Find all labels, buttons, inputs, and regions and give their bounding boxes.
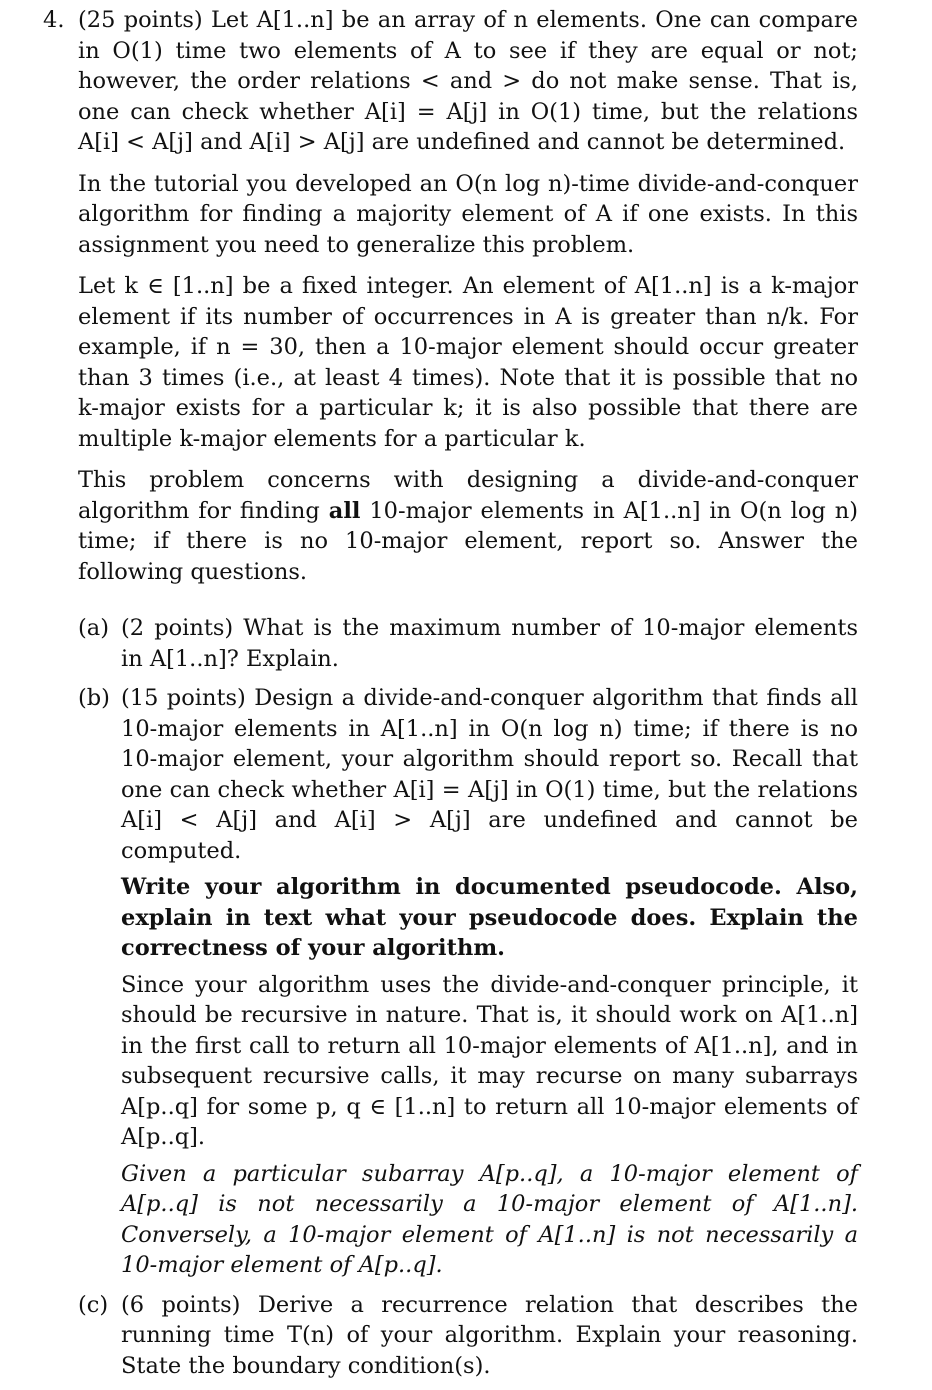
tutorial-paragraph: In the tutorial you developed an O(n log n)-time divide-and-conquer algorithm for finding a majority element of A if one exists. In this assignment you need to generalize this problem. (78, 170, 858, 258)
problem-text-pre: This problem concerns with designing a divide-and-conquer algorithm for finding (78, 467, 858, 524)
definition-paragraph: Let k ∈ [1..n] be a fixed integer. An element of A[1..n] is a k-major element if its number of occurrences in A is greater than n/k. For example, if n = 30, then a 10-major element should occur greater than 3 times (i.e., at least 4 times). Note that it is possible that no k-major exists for a particular k; it is also possible that there are multiple k-major elements for a particular k. (78, 273, 858, 452)
part-b-recursion-note: Since your algorithm uses the divide-and-conquer principle, it should be recursive in nature. That is, it should work on A[1..n] in the first call to return all 10-major elements of A[1..n], and in subsequent recursive calls, it may recurse on many subarrays A[p..q] for some p, q ∈ [1..n] to return all 10-major elements of A[p..q]. (121, 971, 858, 1150)
part-a (78, 613, 858, 674)
problem-statement (78, 465, 858, 587)
part-b (78, 683, 858, 1281)
problem-text-bold: all (328, 497, 361, 524)
question-body (78, 5, 858, 1390)
part-c-label: (c) (78, 1291, 109, 1318)
part-b-instructions: Write your algorithm in documented pseudocode. Also, explain in text what your pseudocode does. Explain the correctness of your algorithm. (121, 874, 858, 961)
part-c (78, 1290, 858, 1382)
part-b-text: (15 points) Design a divide-and-conquer algorithm that finds all 10-major elements in A[1..n] in O(n log n) time; if there is no 10-major element, your algorithm should report so. Recall that one can check whether A[i] = A[j] in O(1) time, but the relations A[i] < A[j] and A[i] > A[j] are undefined and cannot be computed. (121, 685, 858, 864)
question-number: 4. (43, 7, 65, 33)
part-a-label: (a) (78, 615, 109, 641)
part-b-label: (b) (78, 685, 110, 711)
question-intro: (25 points) Let A[1..n] be an array of n elements. One can compare in O(1) time two elements of A to see if they are equal or not; however, the order relations < and > do not make sense. That is, one can check whether A[i] = A[j] in O(1) time, but the relations A[i] < A[j] and A[i] > A[j] are undefined and cannot be determined. (78, 7, 858, 155)
part-a-text: (2 points) What is the maximum number of 10-major elements in A[1..n]? Explain. (121, 615, 858, 672)
part-b-caveat: Given a particular subarray A[p..q], a 10-major element of A[p..q] is not necessarily a 10-major element of A[1..n]. Conversely, a 10-major element of A[1..n] is not necessarily a 10-major element of A[p..q]. (121, 1160, 858, 1278)
problem-text-post: 10-major elements in A[1..n] in O(n log n) time; if there is no 10-major element, report so. Answer the following questions. (78, 497, 858, 585)
part-c-text: (6 points) Derive a recurrence relation that describes the running time T(n) of your algorithm. Explain your reasoning. State the boundary condition(s). (121, 1291, 858, 1379)
